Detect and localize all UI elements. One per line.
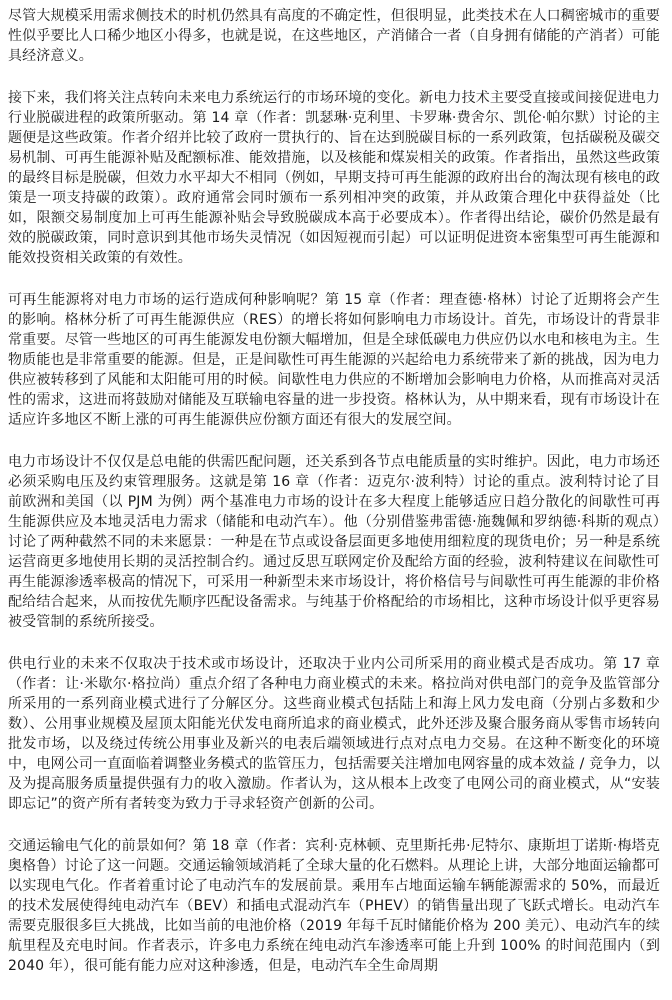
- paragraph-chapter-16-market-design: 电力市场设计不仅仅是总电能的供需匹配问题，还关系到各节点电能质量的实时维护。因此，电力市场还必须采购电压及约束管理服务。这就是第 16 章（作者：迈克尔·波利特）讨论的重点。波利特讨论了目前欧洲和美国（以 PJM 为例）两个基准电力市场的设计在多大程度上能够适应日趋分散化的间歇性可再生能源供应及本地灵活电力需求（储能和电动汽车）。他（分别借鉴弗雷德·施魏佩和罗纳德·科斯的观点）讨论了两种截然不同的未来愿景：一种是在节点或设备层面更多地使用细粒度的现货电价；另一种是系统运营商更多地使用长期的灵活控制合约。通过反思互联网定价及配给方面的经验，波利特建议在间歇性可再生能源渗透率极高的情况下，可采用一种新型未来市场设计，将价格信号与间歇性可再生能源的非价格配给结合起来，从而按优先顺序匹配设备需求。与纯基于价格配给的市场相比，这种市场设计似乎更容易被受管制的系统所接受。: [8, 454, 660, 630]
- paragraph-chapter-14-policy: 接下来，我们将关注点转向未来电力系统运行的市场环境的变化。新电力技术主要受直接或间接促进电力行业脱碳进程的政策所驱动。第 14 章（作者：凯瑟琳·克利里、卡罗琳·费舍尔、凯伦·帕尔默）讨论的主题便是这些政策。作者介绍并比较了政府一贯执行的、旨在达到脱碳目标的一系列政策，包括碳税及碳交易机制、可再生能源补贴及配额标准、能效措施，以及核能和煤炭相关的政策。作者指出，虽然这些政策的最终目标是脱碳，但效力水平却大不相同（例如，早期支持可再生能源的政府出台的淘汰现有核电的政策是一项支持碳的政策）。政府通常会同时颁布一系列相冲突的政策，并从政策合理化中获得益处（比如，限额交易制度加上可再生能源补贴会导致脱碳成本高于必要成本）。作者得出结论，碳价仍然是最有效的脱碳政策，同时意识到其他市场失灵情况（如因短视而引起）可以证明促进资本密集型可再生能源和能效投资相关政策的有效性。: [8, 90, 660, 266]
- paragraph-demand-side-tech: 尽管大规模采用需求侧技术的时机仍然具有高度的不确定性，但很明显，此类技术在人口稠密城市的重要性似乎要比人口稀少地区小得多，也就是说，在这些地区，产消储合一者（自身拥有储能的产消者）可能具经济意义。: [8, 8, 660, 64]
- paragraph-chapter-17-business-models: 供电行业的未来不仅取决于技术或市场设计，还取决于业内公司所采用的商业模式是否成功。第 17 章（作者：让·米歇尔·格拉尚）重点介绍了各种电力商业模式的未来。格拉尚对供电部门的竞争及监管部分所采用的一系列商业模式进行了分解区分。这些商业模式包括陆上和海上风力发电商（分别占多数和少数）、公用事业规模及屋顶太阳能光伏发电商所追求的商业模式，此外还涉及聚合服务商从零售市场转向批发市场，以及绕过传统公用事业及新兴的电表后端领域进行点对点电力交易。在这种不断变化的环境中，电网公司一直面临着调整业务模式的监管压力，包括需要关注增加电网容量的成本效益 / 竞争力，以及为提高服务质量提供强有力的收入激励。作者认为，这从根本上改变了电网公司的商业模式，从“安装即忘记”的资产所有者转变为致力于寻求轻资产创新的公司。: [8, 656, 660, 812]
- paragraph-chapter-15-renewables: 可再生能源将对电力市场的运行造成何种影响呢？第 15 章（作者：理查德·格林）讨论了近期将会产生的影响。格林分析了可再生能源供应（RES）的增长将如何影响电力市场设计。首先，市场设计的背景非常重要。尽管一些地区的可再生能源发电份额大幅增加，但是全球低碳电力供应仍以水电和核电为主。生物质能也是非常重要的能源。但是，正是间歇性可再生能源的兴起给电力系统带来了新的挑战，因为电力供应被转移到了风能和太阳能可用的时候。间歇性电力供应的不断增加会影响电力价格，从而推高对灵活性的需求，这进而将鼓励对储能及互联输电容量的进一步投资。格林认为，从中期来看，现有市场设计在适应许多地区不断上涨的可再生能源供应份额方面还有很大的发展空间。: [8, 292, 660, 428]
- paragraph-chapter-18-transport: 交通运输电气化的前景如何？第 18 章（作者：宾利·克林顿、克里斯托弗·尼特尔、康斯坦丁诺斯·梅塔克奥格鲁）讨论了这一问题。交通运输领域消耗了全球大量的化石燃料。从理论上讲，大部分地面运输都可以实现电气化。作者着重讨论了电动汽车的发展前景。乘用车占地面运输车辆能源需求的 50%，而最近的技术发展使得纯电动汽车（BEV）和插电式混动汽车（PHEV）的销售量出现了飞跃式增长。电动汽车需要克服很多巨大挑战，比如当前的电池价格（2019 年每千瓦时储能价格为 200 美元）、电动汽车的续航里程及充电时间。作者表示，许多电力系统在纯电动汽车渗透率可能上升到 100% 的时间范围内（到 2040 年），很可能有能力应对这种渗透，但是，电动汽车全生命周期: [8, 838, 660, 974]
